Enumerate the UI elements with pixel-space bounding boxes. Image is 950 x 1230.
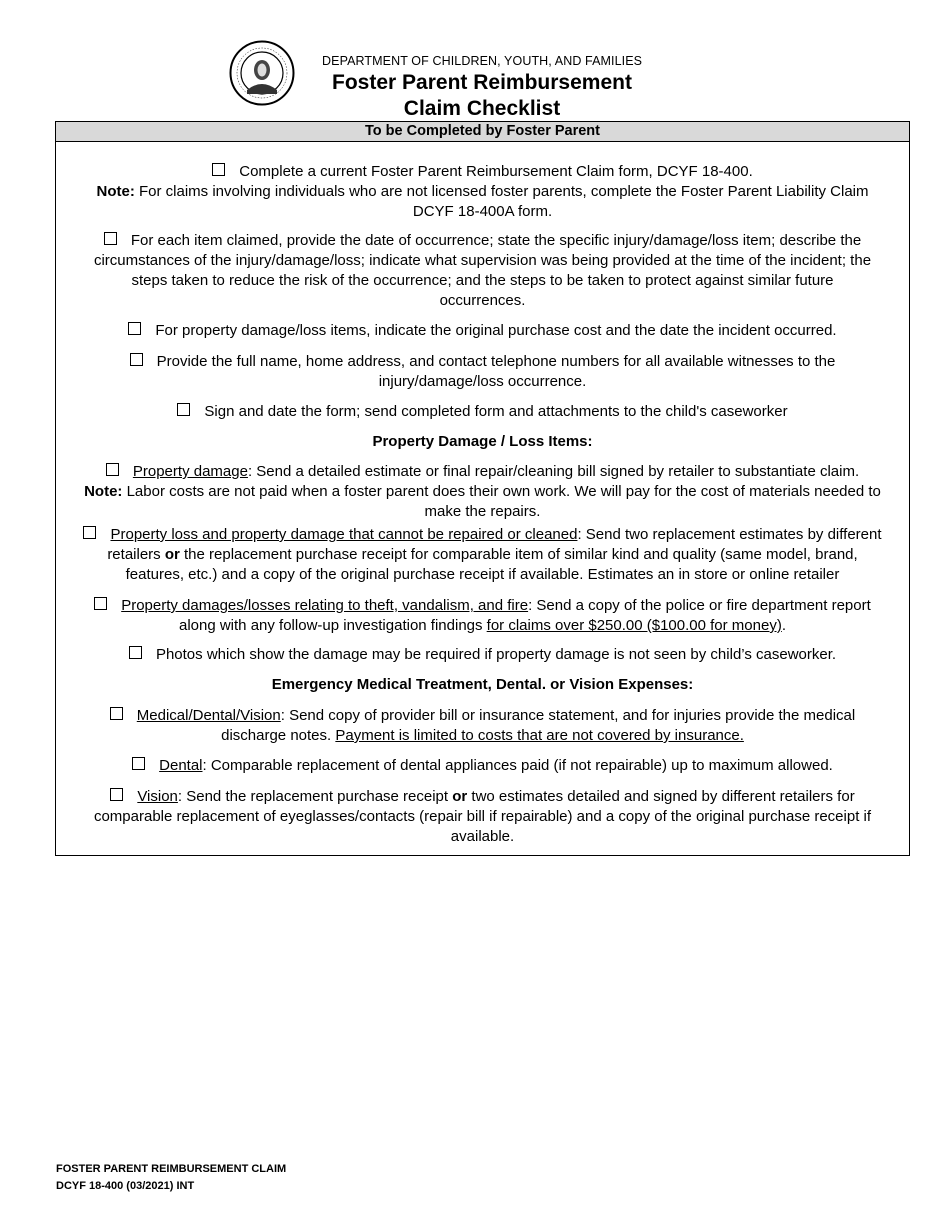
agency-name: DEPARTMENT OF CHILDREN, YOUTH, AND FAMILIES <box>322 54 643 68</box>
checklist-item-property-loss: Property loss and property damage that cannot be repaired or cleaned: Send two replacement estimates by different retailers or the replacement purchase receipt for comparable item of similar kind and quality (same model, brand, features, etc.) and a copy of the original purchase receipt if available. Estimates an in store or online retailer <box>56 525 909 585</box>
footer-form-name: FOSTER PARENT REIMBURSEMENT CLAIM <box>56 1163 287 1175</box>
checklist-item-witnesses: Provide the full name, home address, and contact telephone numbers for all available witnesses to the injury/damage/loss occurrence. <box>56 352 909 392</box>
checkbox[interactable] <box>110 707 123 720</box>
checkbox[interactable] <box>212 163 225 176</box>
checkbox[interactable] <box>106 463 119 476</box>
checklist-item-sign-date: Sign and date the form; send completed form and attachments to the child's caseworker <box>56 402 909 422</box>
page-subtitle: Claim Checklist <box>403 97 561 120</box>
checkbox[interactable] <box>128 322 141 335</box>
property-section-title: Property Damage / Loss Items: <box>372 433 593 450</box>
checkbox[interactable] <box>132 757 145 770</box>
checklist-item-vision: Vision: Send the replacement purchase receipt or two estimates detailed and signed by different retailers for comparable replacement of eyeglasses/contacts (repair bill if repairable) and a copy of the original purchase receipt if available. <box>93 788 872 845</box>
box-heading: To be Completed by Foster Parent <box>56 122 909 142</box>
checklist-item-dental: Dental: Comparable replacement of dental appliances paid (if not repairable) up to maximum allowed. <box>56 756 909 776</box>
checklist-item-claim-form: Complete a current Foster Parent Reimbursement Claim form, DCYF 18-400. Note: For claims involving individuals who are not licensed foster parents, complete the Foster Parent Liability Claim DCYF 18-400A form. <box>96 163 869 220</box>
checkbox[interactable] <box>129 646 142 659</box>
washington-state-seal-icon <box>229 40 295 106</box>
checkbox[interactable] <box>130 353 143 366</box>
checklist-item-theft: Property damages/losses relating to theft, vandalism, and fire: Send a copy of the police or fire department report along with any follow-up investigation findings for claims over $250.00 ($100.00 for money). <box>56 596 909 636</box>
checkbox[interactable] <box>110 788 123 801</box>
checkbox[interactable] <box>104 232 117 245</box>
checklist-item-property-damage: Property damage: Send a detailed estimate or final repair/cleaning bill signed by retailer to substantiate claim. Note: Labor costs are not paid when a foster parent does their own work. We will pay for the cost of materials needed to make the repairs. <box>84 463 881 520</box>
checklist-item-purchase-cost: For property damage/loss items, indicate the original purchase cost and the date the incident occurred. <box>56 321 909 341</box>
checkbox[interactable] <box>94 597 107 610</box>
medical-section-title: Emergency Medical Treatment, Dental. or Vision Expenses: <box>271 676 694 693</box>
checklist-box <box>55 121 910 856</box>
checkbox[interactable] <box>177 403 190 416</box>
checklist-item-photos: Photos which show the damage may be required if property damage is not seen by child’s caseworker. <box>56 645 909 665</box>
checklist-item-each-claim: For each item claimed, provide the date of occurrence; state the specific injury/damage/loss item; describe the circumstances of the injury/damage/loss; indicate what supervision was being provided at the time of the incident; the steps taken to reduce the risk of the occurrence; and the steps to be taken to protect against similar future occurrences. <box>93 232 872 309</box>
checkbox[interactable] <box>83 526 96 539</box>
checklist-item-medical: Medical/Dental/Vision: Send copy of provider bill or insurance statement, and for injuries provide the medical discharge notes. Payment is limited to costs that are not covered by insurance. <box>56 706 909 746</box>
page-title: Foster Parent Reimbursement <box>332 71 632 94</box>
footer-form-number: DCYF 18-400 (03/2021) INT <box>56 1180 195 1192</box>
